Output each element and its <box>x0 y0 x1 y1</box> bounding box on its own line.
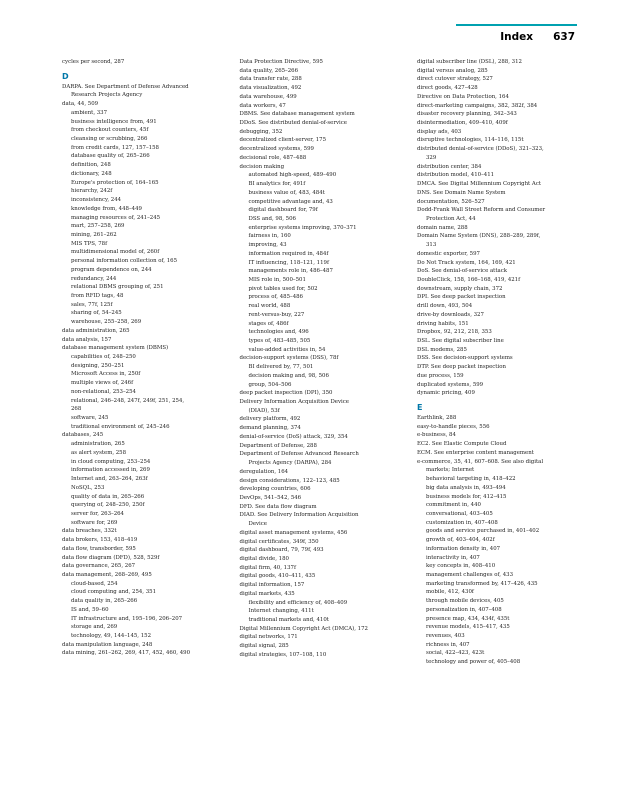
index-subentry: Protection Act, 44 <box>426 215 476 222</box>
index-subentry: personal information collection of, 165 <box>71 258 178 265</box>
index-subentry: digital dashboard for, 79f <box>248 207 318 214</box>
index-entry: data analysis, 157 <box>62 336 112 343</box>
index-entry: digital asset management systems, 456 <box>239 529 348 536</box>
index-entry: domain name, 288 <box>417 224 468 231</box>
index-letter-heading: D <box>62 71 69 81</box>
index-column-3 <box>417 58 582 667</box>
index-subentry: rent-versus-buy, 227 <box>248 311 305 318</box>
index-subentry: cleansing or scrubbing, 266 <box>71 136 148 143</box>
index-subentry: managing resources of, 241–245 <box>71 214 161 221</box>
index-entry: deregulation, 164 <box>239 468 289 475</box>
index-subentry: in cloud computing, 253–254 <box>71 458 151 465</box>
index-entry: display ads, 403 <box>417 128 462 135</box>
index-subentry: business value of, 483, 484t <box>248 189 325 196</box>
index-entry: data quality, 265–266 <box>239 67 299 74</box>
index-entry: data flow, transborder, 595 <box>62 545 136 552</box>
index-subentry: business intelligence from, 491 <box>71 118 157 125</box>
index-entry: direct goods, 427–428 <box>417 85 478 92</box>
index-subentry: information required in, 484f <box>248 250 329 257</box>
index-subentry: relational, 246–248, 247f, 249f, 251, 254, <box>71 397 185 404</box>
index-subentry: inconsistency, 244 <box>71 197 122 204</box>
index-entry: delivery platform, 492 <box>239 416 301 423</box>
index-entry: DSS. See decision-support systems <box>417 355 513 362</box>
index-subentry: from checkout counters, 45f <box>71 127 149 134</box>
index-entry: decisional role, 487–488 <box>239 154 307 161</box>
index-subentry: group, 504–506 <box>248 381 292 388</box>
index-entry: data management, 268–269, 495 <box>62 571 152 578</box>
index-entry: DDoS. See distributed denial-of-service <box>239 120 347 127</box>
index-subentry: information density in, 407 <box>426 545 501 552</box>
index-entry: digital information, 157 <box>239 582 305 589</box>
index-entry: demand planning, 374 <box>239 425 301 432</box>
index-entry: disruptive technologies, 114–116, 115t <box>417 137 524 144</box>
index-subentry: software, 245 <box>71 415 109 422</box>
index-subentry: competitive advantage and, 43 <box>248 198 333 205</box>
index-subentry: richness in, 407 <box>426 641 470 648</box>
index-subentry: MIS TPS, 78f <box>71 240 108 247</box>
index-entry: debugging, 352 <box>239 128 283 135</box>
index-entry: digital subscriber line (DSL), 288, 312 <box>417 59 522 65</box>
index-subentry: enterprise systems improving, 370–371 <box>248 224 357 231</box>
index-subentry: relational DBMS grouping of, 251 <box>71 284 164 291</box>
index-entry: cycles per second, 287 <box>62 59 125 65</box>
index-entry: distributed denial-of-service (DDoS), 321–323, <box>417 146 544 153</box>
index-entry: data brokers, 153, 418–419 <box>62 537 138 544</box>
index-entry: e-business, 84 <box>417 432 456 439</box>
index-entry: DTP. See deep packet inspection <box>417 364 506 371</box>
index-entry: DMCA. See Digital Millennium Copyright Act <box>417 181 542 188</box>
index-entry: deep packet inspection (DPI), 350 <box>239 390 333 397</box>
index-subentry: storage and, 269 <box>71 624 118 631</box>
index-entry: DFD. See data flow diagram <box>239 503 317 510</box>
index-subentry: database quality of, 265–266 <box>71 153 150 160</box>
index-entry: domestic exporter, 597 <box>417 250 480 257</box>
index-subentry: managements role in, 486–487 <box>248 268 333 275</box>
index-subentry: warehouse, 255–258, 269 <box>71 319 142 326</box>
index-entry: disintermediation, 409–410, 409f <box>417 120 508 127</box>
index-entry: data, 44, 509 <box>62 101 99 108</box>
index-subentry: business models for, 412–415 <box>426 493 507 500</box>
index-subentry: value-added activities in, 54 <box>248 346 326 353</box>
index-subentry: 268 <box>71 406 82 413</box>
index-entry: Directive on Data Protection, 164 <box>417 93 509 100</box>
index-subentry: Internet and, 263–264, 263f <box>71 476 148 483</box>
index-entry: due process, 159 <box>417 372 464 379</box>
index-entry: data governance, 265, 267 <box>62 563 136 570</box>
index-subentry: traditional markets and, 410t <box>248 617 329 623</box>
index-subentry: interactivity in, 407 <box>426 554 480 561</box>
index-subentry: markets; Internet <box>426 467 475 474</box>
index-entry: Department of Defense, 288 <box>239 442 317 449</box>
index-entry: e-commerce, 35, 41, 607–608. See also digital <box>417 458 544 465</box>
index-subentry: BI analytics for, 491f <box>248 181 306 188</box>
index-subentry: dictionary, 248 <box>71 170 112 177</box>
index-entry: DBMS. See database management system <box>239 111 355 118</box>
index-entry: developing countries, 606 <box>239 486 311 493</box>
index-entry: Domain Name System (DNS), 288–289, 289f, <box>417 233 541 240</box>
index-entry: digital firm, 40, 137f <box>239 564 296 571</box>
index-subentry: goods and service purchased in, 401–402 <box>426 528 540 535</box>
index-entry: Do Not Track system, 164, 169, 421 <box>417 259 516 266</box>
index-columns <box>62 58 582 667</box>
index-subentry: Europe's protection of, 164–165 <box>71 179 159 186</box>
index-subentry: process of, 485–486 <box>248 294 303 301</box>
index-subentry: Research Projects Agency <box>71 92 143 99</box>
index-subentry: Internet changing, 411t <box>248 608 314 615</box>
index-subentry: information accessed in, 269 <box>71 467 150 474</box>
index-entry: direct-marketing campaigns, 382, 382f, 384 <box>417 102 538 109</box>
index-subentry: presence map, 434, 434f, 435t <box>426 615 510 622</box>
index-column-2 <box>240 58 405 667</box>
index-entry: easy-to-handle pieces, 556 <box>417 423 490 430</box>
index-subentry: from credit cards, 127, 157–158 <box>71 144 159 151</box>
index-entry: Data Protection Directive, 595 <box>239 59 323 65</box>
index-subentry: technologies and, 496 <box>248 329 309 336</box>
index-subentry: non-relational, 253–254 <box>71 388 136 395</box>
index-subentry: decision making and, 98, 506 <box>248 372 329 379</box>
index-subentry: technology, 49, 144–145, 152 <box>71 633 152 639</box>
index-subentry: growth of, 403–404, 402f <box>426 537 495 544</box>
index-subentry: automated high-speed, 489–490 <box>248 172 337 179</box>
index-subentry: IT influencing, 118–121, 119f <box>248 259 329 266</box>
index-subentry: behavioral targeting in, 418–422 <box>426 476 516 483</box>
index-entry: DSL modems, 285 <box>417 346 467 353</box>
index-entry: distribution center, 384 <box>417 163 482 170</box>
index-subentry: improving, 43 <box>248 242 287 249</box>
index-entry: Department of Defense Advanced Research <box>239 451 359 458</box>
index-subentry: sharing of, 54–245 <box>71 310 122 317</box>
index-subentry: multidimensional model of, 260f <box>71 249 160 256</box>
index-entry: DPI. See deep packet inspection <box>417 294 506 301</box>
index-subentry: key concepts in, 408–410 <box>426 563 496 570</box>
index-entry: DNS. See Domain Name System <box>417 189 506 196</box>
index-subentry: mobile, 412, 430f <box>426 589 474 596</box>
index-entry: drill down, 493, 504 <box>417 303 473 310</box>
index-entry: dynamic pricing, 409 <box>417 390 475 397</box>
index-subentry: 313 <box>426 242 437 249</box>
index-entry: duplicated systems, 599 <box>417 381 484 388</box>
index-subentry: conversational, 403–405 <box>426 510 493 517</box>
index-subentry: revenues, 403 <box>426 633 465 639</box>
index-entry: ECM. See enterprise content management <box>417 449 534 456</box>
index-subentry: Projects Agency (DARPA), 284 <box>248 460 332 467</box>
index-subentry: mining, 261–262 <box>71 231 117 238</box>
index-entry: driving habits, 151 <box>417 320 469 327</box>
index-subentry: traditional environment of, 245–246 <box>71 423 170 430</box>
index-subentry: big data analysis in, 493–494 <box>426 484 506 491</box>
index-entry: DoS. See denial-of-service attack <box>417 268 508 275</box>
index-entry: DIAD. See Delivery Information Acquisition <box>239 512 359 519</box>
index-subentry: quality of data in, 265–266 <box>71 493 145 500</box>
index-entry: digital certificates, 349f, 350 <box>239 538 319 545</box>
index-subentry: types of, 483–485, 505 <box>248 338 311 344</box>
index-subentry: social, 422–423, 423t <box>426 650 485 657</box>
index-subentry: redundancy, 244 <box>71 275 117 282</box>
index-subentry: sales, 77f, 125f <box>71 301 113 308</box>
index-entry: decentralized client-server, 175 <box>239 137 327 144</box>
index-entry: DoubleClick, 158, 166–168, 419, 421f <box>417 276 521 283</box>
index-subentry: stages of, 486f <box>248 320 289 327</box>
index-subentry: pivot tables used for, 502 <box>248 285 318 292</box>
index-entry: denial-of-service (DoS) attack, 329, 354 <box>239 433 348 440</box>
index-entry: decision-support systems (DSS), 78f <box>239 355 339 362</box>
index-entry: digital versus analog, 285 <box>417 67 488 74</box>
index-entry: DSL. See digital subscriber line <box>417 338 504 344</box>
index-subentry: administration, 265 <box>71 441 125 448</box>
index-entry: digital networks, 171 <box>239 634 298 641</box>
index-entry: Earthlink, 288 <box>417 415 457 422</box>
index-entry: decision making <box>239 163 285 170</box>
index-entry: downstream, supply chain, 372 <box>417 285 503 292</box>
index-subentry: from RFID tags, 48 <box>71 292 124 299</box>
index-subentry: fairness in, 160 <box>248 233 291 240</box>
index-letter-heading: E <box>417 403 423 413</box>
index-subentry: ambient, 337 <box>71 109 108 116</box>
index-subentry: data quality in, 265–266 <box>71 598 138 605</box>
index-subentry: multiple views of, 246f <box>71 380 134 387</box>
index-subentry: 329 <box>426 154 437 161</box>
index-subentry: as alert system, 258 <box>71 449 127 456</box>
index-entry: data visualization, 492 <box>239 85 302 92</box>
index-subentry: flexibility and efficiency of, 408–409 <box>248 599 348 606</box>
index-subentry: BI delivered by, 77, 501 <box>248 364 314 371</box>
index-entry: data warehouse, 499 <box>239 93 297 100</box>
index-entry: data breaches, 332t <box>62 528 117 535</box>
index-subentry: (DIAD), 53f <box>248 407 280 414</box>
running-head <box>456 24 577 48</box>
index-entry: data flow diagram (DFD), 528, 529f <box>62 554 160 561</box>
page-number: 637 <box>553 31 575 43</box>
index-subentry: querying of, 248–250, 250f <box>71 502 145 509</box>
index-entry: DARPA. See Department of Defense Advanced <box>62 83 189 90</box>
index-subentry: definition, 248 <box>71 162 111 169</box>
index-subentry: capabilities of, 248–250 <box>71 354 136 360</box>
page-header <box>40 24 577 46</box>
index-subentry: knowledge from, 448–449 <box>71 205 142 212</box>
index-subentry: marketing transformed by, 417–426, 435 <box>426 580 538 587</box>
index-subentry: IT infrastructure and, 195–196, 206–207 <box>71 615 183 622</box>
index-entry: digital signal, 285 <box>239 643 289 650</box>
index-subentry: technology and power of, 405–408 <box>426 659 521 666</box>
index-entry: digital markets, 435 <box>239 590 295 597</box>
index-entry: data administration, 265 <box>62 327 130 334</box>
index-entry: digital strategies, 107–108, 110 <box>239 651 327 658</box>
index-entry: Dropbox, 92, 212, 218, 353 <box>417 329 492 336</box>
index-subentry: mart, 257–258, 269 <box>71 223 125 230</box>
index-entry: disaster recovery planning, 342–343 <box>417 111 517 118</box>
index-entry: design considerations, 122–123, 485 <box>239 477 340 484</box>
index-subentry: Device <box>248 521 267 528</box>
index-entry: Digital Millennium Copyright Act (DMCA), 172 <box>239 625 368 632</box>
index-entry: data workers, 47 <box>239 102 286 109</box>
index-entry: Delivery Information Acquisition Device <box>239 399 349 406</box>
index-subentry: IS and, 59–60 <box>71 606 109 613</box>
index-entry: digital goods, 410–411, 435 <box>239 573 316 580</box>
index-subentry: cloud-based, 254 <box>71 580 118 587</box>
index-entry: digital dashboard, 79, 79f, 493 <box>239 547 324 554</box>
index-entry: digital divide, 180 <box>239 555 289 562</box>
index-subentry: server for, 263–264 <box>71 510 124 517</box>
index-entry: data transfer rate, 288 <box>239 76 302 83</box>
index-subentry: customization in, 407–408 <box>426 519 498 526</box>
index-subentry: Microsoft Access in, 250f <box>71 371 141 378</box>
index-subentry: DSS and, 98, 506 <box>248 215 296 222</box>
index-entry: data mining, 261–262, 269, 417, 452, 460, 490 <box>62 650 190 657</box>
index-entry: documentation, 526–527 <box>417 198 485 205</box>
index-entry: DevOps, 541–542, 546 <box>239 494 302 501</box>
index-entry: Dodd-Frank Wall Street Reform and Consumer <box>417 207 546 214</box>
index-subentry: through mobile devices, 405 <box>426 598 504 605</box>
index-entry: drive-by downloads, 327 <box>417 311 484 318</box>
index-entry: direct cutover strategy, 527 <box>417 76 493 83</box>
index-subentry: hierarchy, 242f <box>71 188 113 195</box>
index-entry: decentralized systems, 599 <box>239 146 314 153</box>
index-entry: data manipulation language, 248 <box>62 641 153 648</box>
index-entry: distribution model, 410–411 <box>417 172 495 179</box>
index-subentry: program dependence on, 244 <box>71 266 152 273</box>
index-subentry: designing, 250–251 <box>71 362 125 369</box>
index-subentry: personalization in, 407–408 <box>426 606 502 613</box>
running-head-title: Index <box>500 31 533 43</box>
index-subentry: cloud computing and, 254, 351 <box>71 589 157 596</box>
index-subentry: real world, 488 <box>248 303 291 310</box>
index-entry: databases, 245 <box>62 432 104 439</box>
index-column-1 <box>62 58 227 667</box>
index-subentry: management challenges of, 433 <box>426 571 514 578</box>
index-subentry: software for, 269 <box>71 519 118 526</box>
index-subentry: revenue models, 415–417, 435 <box>426 624 510 631</box>
index-subentry: NoSQL, 253 <box>71 484 105 491</box>
index-subentry: commitment in, 440 <box>426 502 481 509</box>
index-entry: database management system (DBMS) <box>62 345 169 352</box>
index-entry: EC2. See Elastic Compute Cloud <box>417 441 507 448</box>
index-subentry: MIS role in, 500–501 <box>248 276 306 283</box>
